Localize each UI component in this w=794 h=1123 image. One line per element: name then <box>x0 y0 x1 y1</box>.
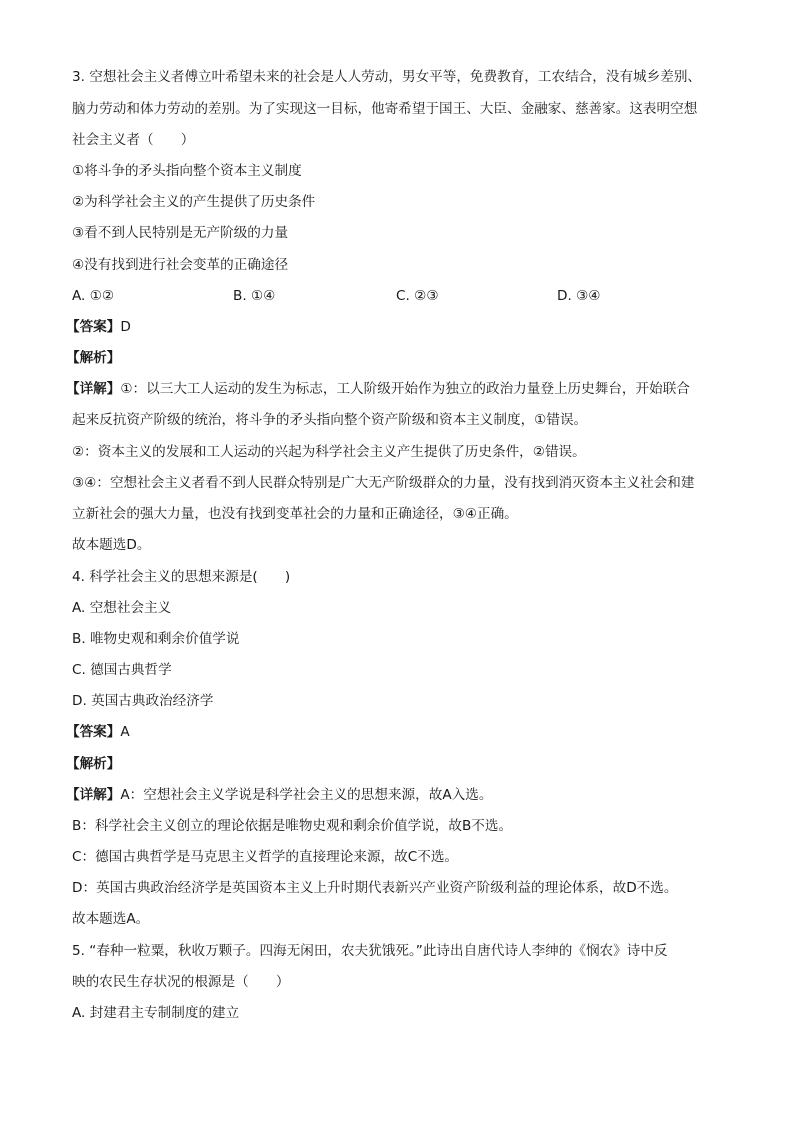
detail-tag: 【详解】 <box>66 787 121 803</box>
q4-detail-line-2: B：科学社会主义创立的理论依据是唯物史观和剩余价值学说，故B不选。 <box>72 818 513 834</box>
q3-item-3: ③看不到人民特别是无产阶级的力量 <box>72 225 289 241</box>
q3-detail-line-3: ②：资本主义的发展和工人运动的兴起为科学社会主义产生提供了历史条件，②错误。 <box>72 444 586 460</box>
answer-tag: 【答案】 <box>66 319 121 335</box>
q3-option-d: D. ③④ <box>557 288 601 304</box>
detail-tag: 【详解】 <box>66 381 121 397</box>
answer-tag: 【答案】 <box>66 724 121 740</box>
answer-value: D <box>120 319 131 335</box>
q3-stem-line-3: 社会主义者（ ） <box>72 132 195 148</box>
q3-conclusion: 故本题选D。 <box>72 537 151 553</box>
q3-item-2: ②为科学社会主义的产生提供了历史条件 <box>72 194 316 210</box>
q5-stem-line-2: 映的农民生存状况的根源是（ ） <box>72 974 290 990</box>
q3-detail-line-4: ③④：空想社会主义者看不到人民群众特别是广大无产阶级群众的力量，没有找到消灭资本主义社会和建 <box>72 475 695 491</box>
q4-conclusion: 故本题选A。 <box>72 911 150 927</box>
q4-option-b: B. 唯物史观和剩余价值学说 <box>72 631 240 647</box>
q4-detail-line-3: C：德国古典哲学是马克思主义哲学的直接理论来源，故C不选。 <box>72 849 459 865</box>
q4-option-a: A. 空想社会主义 <box>72 600 172 616</box>
q4-option-c: C. 德国古典哲学 <box>72 662 172 678</box>
q4-analysis-tag: 【解析】 <box>66 756 121 772</box>
q3-answer <box>66 318 131 336</box>
answer-value: A <box>120 724 130 740</box>
q3-analysis-tag: 【解析】 <box>66 350 121 366</box>
q4-detail-line-1 <box>66 786 492 804</box>
q3-option-b: B. ①④ <box>233 288 276 304</box>
q3-option-c: C. ②③ <box>396 288 439 304</box>
q5-option-a: A. 封建君主专制制度的建立 <box>72 1005 240 1021</box>
q3-detail-line-5: 立新社会的强大力量，也没有找到变革社会的力量和正确途径，③④正确。 <box>72 506 518 522</box>
q3-item-1: ①将斗争的矛头指向整个资本主义制度 <box>72 163 302 179</box>
q3-detail-line-1 <box>66 380 690 398</box>
q4-option-d: D. 英国古典政治经济学 <box>72 693 214 709</box>
q4-detail-line-4: D：英国古典政治经济学是英国资本主义上升时期代表新兴产业资产阶级利益的理论体系，故D不选。 <box>72 880 678 896</box>
q3-option-a: A. ①② <box>72 288 115 304</box>
q3-detail-line-2: 起来反抗资产阶级的统治，将斗争的矛头指向整个资产阶级和资本主义制度，①错误。 <box>72 412 588 428</box>
q5-stem-line-1: 5. “春种一粒粟，秋收万颗子。四海无闲田，农夫犹饿死。”此诗出自唐代诗人李绅的《悯农》诗中反 <box>72 943 668 959</box>
q3-stem-line-2: 脑力劳动和体力劳动的差别。为了实现这一目标，他寄希望于国王、大臣、金融家、慈善家。这表明空想 <box>72 101 698 117</box>
detail-text: ①：以三大工人运动的发生为标志，工人阶级开始作为独立的政治力量登上历史舞台，开始联合 <box>120 381 690 397</box>
q3-stem-line-1: 3. 空想社会主义者傅立叶希望未来的社会是人人劳动，男女平等，免费教育，工农结合，没有城乡差别、 <box>72 69 702 85</box>
q3-item-4: ④没有找到进行社会变革的正确途径 <box>72 257 289 273</box>
q4-stem: 4. 科学社会主义的思想来源是( ) <box>72 569 291 585</box>
detail-text: A：空想社会主义学说是科学社会主义的思想来源，故A入选。 <box>120 787 493 803</box>
q4-answer <box>66 723 130 741</box>
